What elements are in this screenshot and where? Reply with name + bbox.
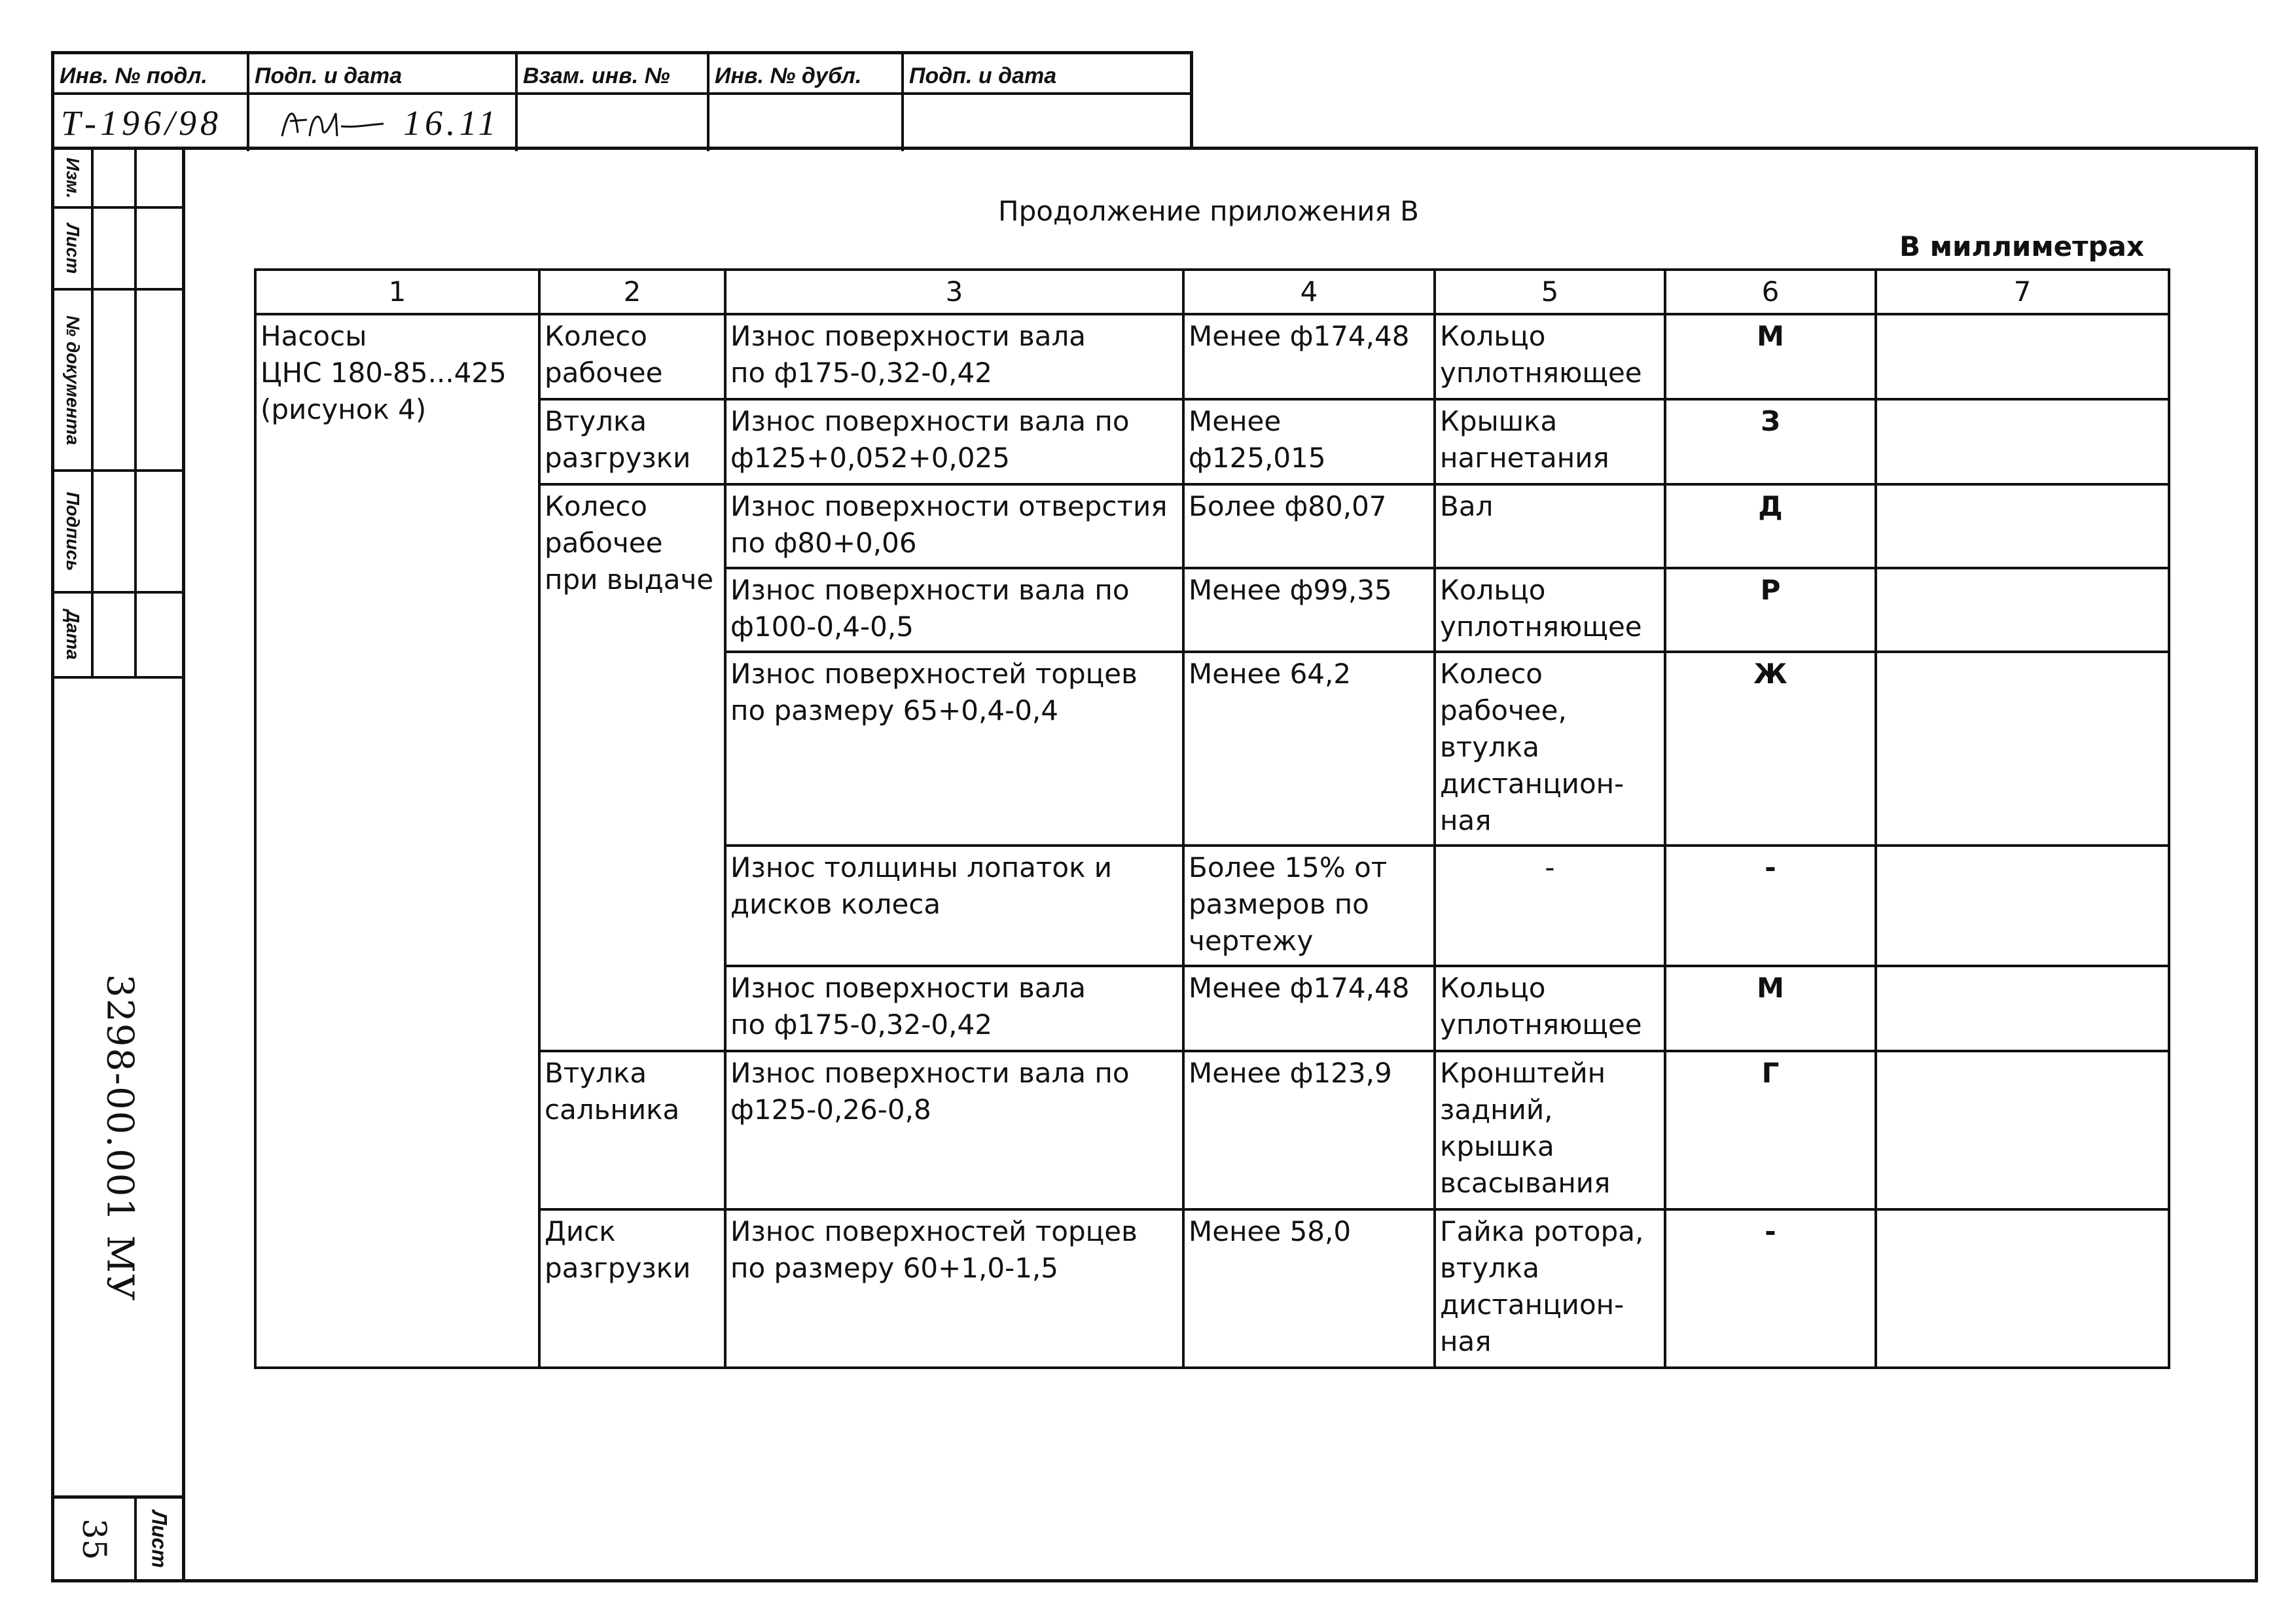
mating-cell: Кольцо уплотняющее	[1435, 314, 1665, 399]
defect-cell: Износ поверхности вала по ф175-0,32-0,42	[725, 314, 1183, 399]
revision-label: Дата	[63, 609, 83, 660]
mating-cell: -	[1435, 846, 1665, 966]
limit-cell: Менее ф99,35	[1183, 568, 1435, 652]
mating-cell: Колесо рабочее, втулка дистанцион- ная	[1435, 652, 1665, 846]
stamp-header-cell	[904, 54, 1190, 92]
stamp-value-cell	[904, 95, 1190, 151]
code-cell: З	[1665, 399, 1876, 484]
stamp-header-text: Взам. инв. №	[523, 63, 670, 88]
stamp-header-cell	[518, 54, 709, 92]
limit-cell: Менее 64,2	[1183, 652, 1435, 846]
part-cell: Колесо рабочее	[539, 314, 725, 399]
defect-cell: Износ поверхностей торцев по размеру 65+0,4-0,4	[725, 652, 1183, 846]
stamp-date-text: 16.11	[403, 103, 500, 143]
column-header: 1	[255, 270, 539, 314]
table-row	[255, 314, 2169, 399]
code-cell: -	[1665, 846, 1876, 966]
code-cell: М	[1665, 314, 1876, 399]
group-cell: Насосы ЦНС 180-85...425 (рисунок 4)	[255, 314, 539, 1368]
limit-cell: Менее ф123,9	[1183, 1051, 1435, 1209]
stamp-value-cell	[54, 95, 249, 151]
part-cell: Диск разгрузки	[539, 1209, 725, 1368]
revision-value-cell	[94, 472, 137, 591]
part-cell: Колесо рабочее при выдаче	[539, 484, 725, 1051]
note-cell	[1876, 314, 2169, 399]
stamp-header-cell	[709, 54, 904, 92]
revision-grid	[54, 150, 182, 679]
stamp-value-cell	[518, 95, 709, 151]
code-cell: М	[1665, 966, 1876, 1051]
mating-cell: Кольцо уплотняющее	[1435, 966, 1665, 1051]
sheet-label: Лист	[147, 1510, 171, 1568]
note-cell	[1876, 1051, 2169, 1209]
limit-cell: Более ф80,07	[1183, 484, 1435, 568]
stamp-value-cell	[249, 95, 518, 151]
mating-cell: Вал	[1435, 484, 1665, 568]
stamp-header-text: Инв. № дубл.	[715, 63, 862, 88]
note-cell	[1876, 966, 2169, 1051]
defect-cell: Износ толщины лопаток и дисков колеса	[725, 846, 1183, 966]
revision-label-cell	[54, 291, 94, 469]
approval-stamp	[51, 51, 1193, 148]
note-cell	[1876, 1209, 2169, 1368]
defect-cell: Износ поверхности вала по ф125-0,26-0,8	[725, 1051, 1183, 1209]
stamp-header-text: Подп. и дата	[255, 63, 403, 88]
note-cell	[1876, 652, 2169, 846]
revision-label: Подпись	[63, 491, 83, 571]
code-cell: -	[1665, 1209, 1876, 1368]
mating-cell: Гайка ротора, втулка дистанцион- ная	[1435, 1209, 1665, 1368]
note-cell	[1876, 484, 2169, 568]
mating-cell: Кольцо уплотняющее	[1435, 568, 1665, 652]
revision-cell	[54, 291, 182, 472]
page-caption: Продолжение приложения В	[998, 195, 1419, 227]
stamp-header-cell	[249, 54, 518, 92]
revision-value-cell	[94, 209, 137, 288]
revision-label-cell	[54, 594, 94, 676]
column-header: 5	[1435, 270, 1665, 314]
stamp-value-row	[54, 95, 1190, 151]
limit-cell: Менее ф174,48	[1183, 966, 1435, 1051]
code-cell: Р	[1665, 568, 1876, 652]
defect-cell: Износ поверхностей торцев по размеру 60+1,0-1,5	[725, 1209, 1183, 1368]
limit-cell: Менее ф174,48	[1183, 314, 1435, 399]
part-cell: Втулка сальника	[539, 1051, 725, 1209]
defect-cell: Износ поверхности отверстия по ф80+0,06	[725, 484, 1183, 568]
defects-table	[254, 268, 2170, 1369]
note-cell	[1876, 568, 2169, 652]
revision-cell	[54, 150, 182, 209]
revision-label-cell	[54, 209, 94, 288]
column-header: 6	[1665, 270, 1876, 314]
revision-label-cell	[54, 472, 94, 591]
limit-cell: Менее 58,0	[1183, 1209, 1435, 1368]
table-row	[255, 1051, 2169, 1209]
stamp-header-text: Подп. и дата	[909, 63, 1057, 88]
units-note: В миллиметрах	[1899, 230, 2144, 262]
code-cell: Ж	[1665, 652, 1876, 846]
table-row	[255, 1209, 2169, 1368]
code-cell: Г	[1665, 1051, 1876, 1209]
sheet-number: 35	[75, 1518, 113, 1560]
revision-label: № документа	[63, 315, 83, 445]
defect-cell: Износ поверхности вала по ф175-0,32-0,42	[725, 966, 1183, 1051]
revision-label: Изм.	[63, 157, 83, 199]
note-cell	[1876, 846, 2169, 966]
column-header: 3	[725, 270, 1183, 314]
defect-cell: Износ поверхности вала по ф100-0,4-0,5	[725, 568, 1183, 652]
sheet-number-box	[54, 1495, 182, 1579]
mating-cell: Кронштейн задний, крышка всасывания	[1435, 1051, 1665, 1209]
revision-value-cell	[94, 594, 137, 676]
part-cell: Втулка разгрузки	[539, 399, 725, 484]
stamp-value-text: Т-196/98	[61, 103, 223, 143]
limit-cell: Менее ф125,015	[1183, 399, 1435, 484]
revision-cell	[54, 472, 182, 594]
stamp-header-text: Инв. № подл.	[60, 63, 207, 88]
table-row	[255, 484, 2169, 568]
column-header: 7	[1876, 270, 2169, 314]
table-header-row	[255, 270, 2169, 314]
revision-value-cell	[94, 291, 137, 469]
left-title-strip	[54, 150, 185, 1579]
revision-cell	[54, 209, 182, 291]
table-row	[255, 399, 2169, 484]
code-cell: Д	[1665, 484, 1876, 568]
document-code: 3298-00.001 МУ	[98, 974, 141, 1302]
revision-label: Лист	[63, 223, 83, 274]
revision-label-cell	[54, 150, 94, 206]
stamp-value-cell	[709, 95, 904, 151]
revision-value-cell	[94, 150, 137, 206]
limit-cell: Более 15% от размеров по чертежу	[1183, 846, 1435, 966]
note-cell	[1876, 399, 2169, 484]
stamp-header-row	[54, 54, 1190, 95]
signature-mark	[276, 100, 393, 146]
column-header: 2	[539, 270, 725, 314]
defect-cell: Износ поверхности вала по ф125+0,052+0,025	[725, 399, 1183, 484]
revision-cell	[54, 594, 182, 679]
sheet-number-cell	[54, 1499, 137, 1579]
stamp-header-cell	[54, 54, 249, 92]
column-header: 4	[1183, 270, 1435, 314]
mating-cell: Крышка нагнетания	[1435, 399, 1665, 484]
